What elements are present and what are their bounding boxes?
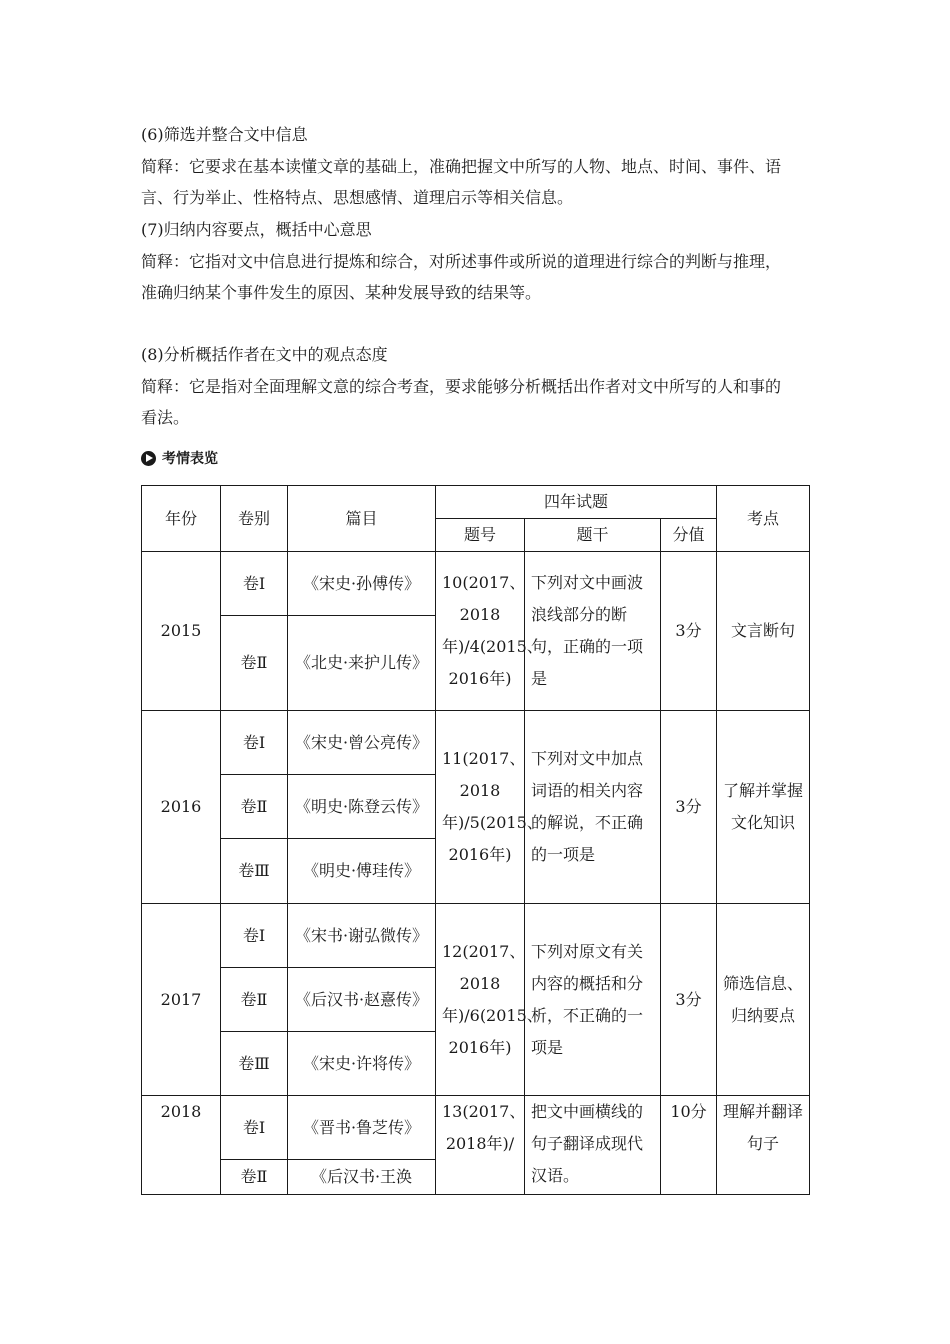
qnum-cell: 11(2017、2018年)/5(2015、2016年) — [436, 711, 525, 904]
point-cell: 文言断句 — [717, 552, 810, 711]
item-explanation-line: 准确归纳某个事件发生的原因、某种发展导致的结果等。 — [141, 283, 542, 302]
volume-cell: 卷Ⅰ — [221, 552, 288, 616]
header-group: 四年试题 — [436, 486, 717, 519]
score-cell: 3分 — [661, 904, 717, 1096]
score-cell: 10分 — [661, 1096, 717, 1195]
table-row — [142, 904, 810, 968]
article-cell: 《宋史·许将传》 — [288, 1032, 436, 1096]
table-row — [142, 1096, 810, 1160]
stem-cell: 下列对文中画波浪线部分的断句，正确的一项是 — [525, 552, 661, 711]
header-stem: 题干 — [525, 519, 661, 552]
header-article: 篇目 — [288, 486, 436, 552]
volume-cell: 卷Ⅰ — [221, 904, 288, 968]
header-score: 分值 — [661, 519, 717, 552]
item-heading: (8)分析概括作者在文中的观点态度 — [141, 345, 388, 364]
item-explanation-line: 简释：它指对文中信息进行提炼和综合，对所述事件或所说的道理进行综合的判断与推理， — [141, 251, 782, 271]
header-qnum: 题号 — [436, 519, 525, 552]
qnum-cell: 12(2017、2018年)/6(2015、2016年) — [436, 904, 525, 1096]
point-cell: 理解并翻译句子 — [717, 1096, 810, 1195]
point-cell: 筛选信息、归纳要点 — [717, 904, 810, 1096]
item-explanation-line: 言、行为举止、性格特点、思想感情、道理启示等相关信息。 — [141, 188, 574, 207]
volume-cell: 卷Ⅰ — [221, 1096, 288, 1160]
section-title-text: 考情表览 — [162, 451, 218, 467]
qnum-cell: 10(2017、2018年)/4(2015、2016年) — [436, 552, 525, 711]
volume-cell: 卷Ⅱ — [221, 775, 288, 839]
header-point: 考点 — [717, 486, 810, 552]
table-row — [142, 552, 810, 616]
point-cell: 了解并掌握文化知识 — [717, 711, 810, 904]
stem-cell: 把文中画横线的句子翻译成现代汉语。 — [525, 1096, 661, 1195]
article-cell: 《宋史·曾公亮传》 — [288, 711, 436, 775]
item-6 — [141, 119, 813, 214]
table-header-row — [142, 486, 810, 519]
stem-cell: 下列对文中加点词语的相关内容的解说，不正确的一项是 — [525, 711, 661, 904]
volume-cell: 卷Ⅰ — [221, 711, 288, 775]
section-title — [141, 448, 218, 468]
article-cell: 《北史·来护儿传》 — [288, 616, 436, 711]
item-explanation-line: 看法。 — [141, 408, 190, 427]
article-cell: 《后汉书·王涣 — [288, 1160, 436, 1195]
item-explanation-line: 简释：它要求在基本读懂文章的基础上，准确把握文中所写的人物、地点、时间、事件、语 — [141, 156, 782, 176]
item-heading: (7)归纳内容要点，概括中心意思 — [141, 220, 372, 239]
play-circle-icon — [141, 451, 156, 466]
article-cell: 《明史·傅珪传》 — [288, 839, 436, 904]
year-cell: 2017 — [142, 904, 221, 1096]
score-cell: 3分 — [661, 711, 717, 904]
score-cell: 3分 — [661, 552, 717, 711]
volume-cell: 卷Ⅱ — [221, 616, 288, 711]
stem-cell: 下列对原文有关内容的概括和分析，不正确的一项是 — [525, 904, 661, 1096]
year-cell: 2016 — [142, 711, 221, 904]
article-cell: 《宋史·孙傅传》 — [288, 552, 436, 616]
item-7 — [141, 214, 813, 309]
article-cell: 《明史·陈登云传》 — [288, 775, 436, 839]
article-cell: 《后汉书·赵憙传》 — [288, 968, 436, 1032]
volume-cell: 卷Ⅱ — [221, 968, 288, 1032]
qnum-cell: 13(2017、2018年)/ — [436, 1096, 525, 1195]
article-cell: 《宋书·谢弘微传》 — [288, 904, 436, 968]
table-row — [142, 711, 810, 775]
year-cell: 2015 — [142, 552, 221, 711]
exam-overview-table — [141, 485, 810, 1195]
item-explanation-line: 简释：它是指对全面理解文意的综合考查，要求能够分析概括出作者对文中所写的人和事的 — [141, 376, 782, 396]
item-8 — [141, 339, 813, 434]
article-cell: 《晋书·鲁芝传》 — [288, 1096, 436, 1160]
header-volume: 卷别 — [221, 486, 288, 552]
item-heading: (6)筛选并整合文中信息 — [141, 125, 308, 144]
volume-cell: 卷Ⅲ — [221, 1032, 288, 1096]
volume-cell: 卷Ⅱ — [221, 1160, 288, 1195]
volume-cell: 卷Ⅲ — [221, 839, 288, 904]
header-year: 年份 — [142, 486, 221, 552]
year-cell: 2018 — [142, 1096, 221, 1195]
